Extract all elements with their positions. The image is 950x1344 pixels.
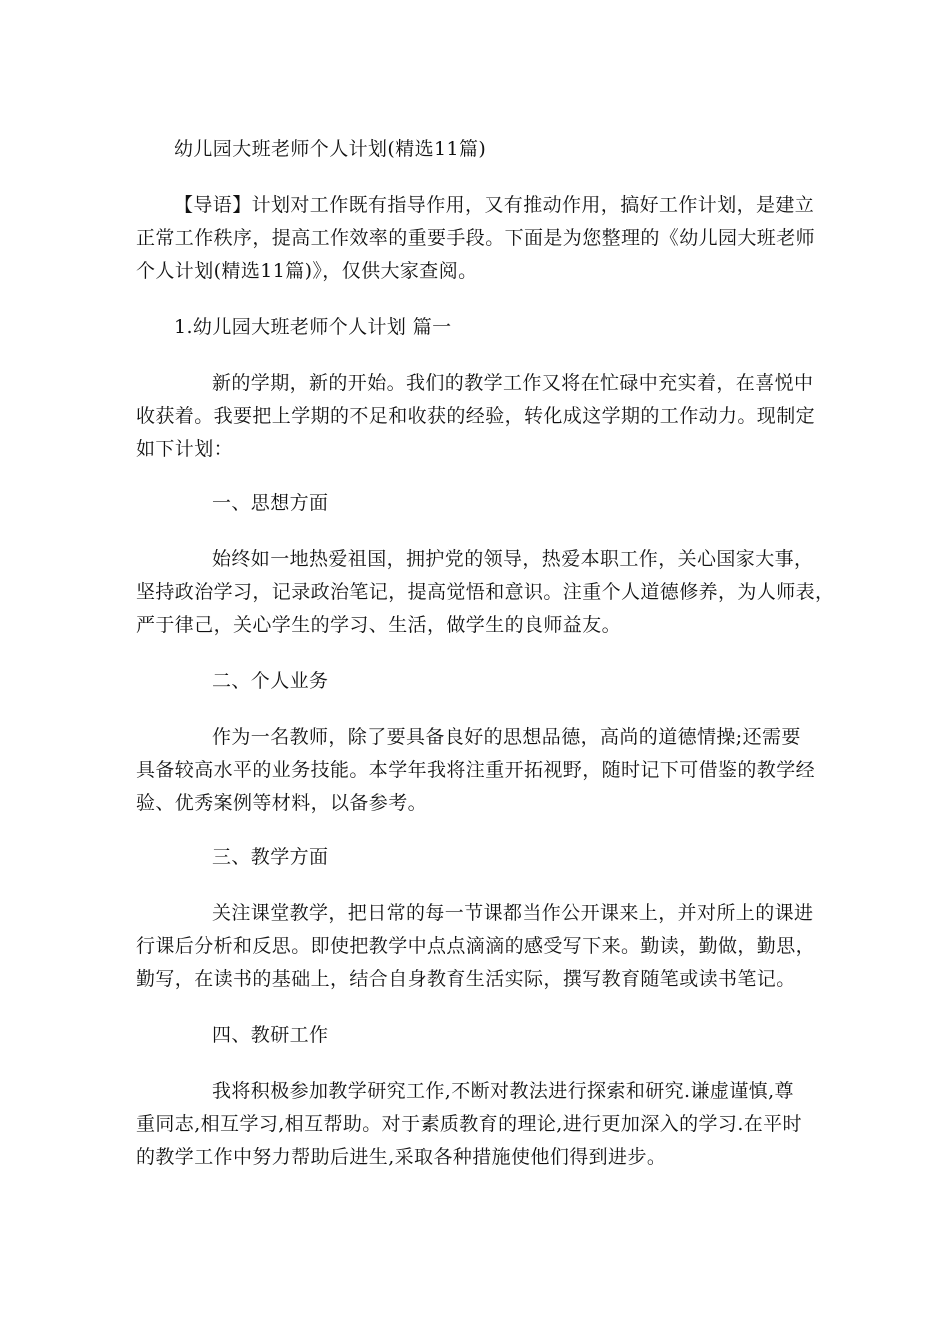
intro-line: 正常工作秩序，提高工作效率的重要手段。下面是为您整理的《幼儿园大班老师	[136, 227, 816, 249]
paragraph-line: 始终如一地热爱祖国，拥护党的领导，热爱本职工作，关心国家大事，	[212, 548, 814, 570]
paragraph-line: 收获着。我要把上学期的不足和收获的经验，转化成这学期的工作动力。现制定	[136, 405, 816, 427]
paragraph-line: 行课后分析和反思。即使把教学中点点滴滴的感受写下来。勤读，勤做，勤思，	[136, 935, 816, 957]
paragraph-line: 新的学期，新的开始。我们的教学工作又将在忙碌中充实着，在喜悦中	[212, 372, 814, 394]
paragraph-line: 我将积极参加教学研究工作,不断对教法进行探索和研究.谦虚谨慎,尊	[212, 1080, 794, 1102]
part-heading-research: 四、教研工作	[212, 1024, 329, 1046]
document-title: 幼儿园大班老师个人计划(精选11篇)	[174, 138, 487, 160]
intro-line: 【导语】计划对工作既有指导作用，又有推动作用，搞好工作计划，是建立	[174, 194, 815, 216]
part-heading-thought: 一、思想方面	[212, 492, 329, 514]
paragraph-line: 重同志,相互学习,相互帮助。对于素质教育的理论,进行更加深入的学习.在平时	[136, 1113, 802, 1135]
part-heading-teaching: 三、教学方面	[212, 846, 329, 868]
paragraph-line: 关注课堂教学，把日常的每一节课都当作公开课来上，并对所上的课进	[212, 902, 814, 924]
paragraph-line: 具备较高水平的业务技能。本学年我将注重开拓视野，随时记下可借鉴的教学经	[136, 759, 816, 781]
paragraph-line: 作为一名教师，除了要具备良好的思想品德，高尚的道德情操;还需要	[212, 726, 801, 748]
paragraph-line: 勤写，在读书的基础上，结合自身教育生活实际，撰写教育随笔或读书笔记。	[136, 968, 796, 990]
intro-line: 个人计划(精选11篇)》，仅供大家查阅。	[136, 260, 478, 282]
section-heading: 1.幼儿园大班老师个人计划 篇一	[174, 316, 452, 338]
part-heading-business: 二、个人业务	[212, 670, 329, 692]
paragraph-line: 如下计划：	[136, 438, 234, 460]
paragraph-line: 严于律己，关心学生的学习、生活，做学生的良师益友。	[136, 614, 622, 636]
paragraph-line: 坚持政治学习，记录政治笔记，提高觉悟和意识。注重个人道德修养，为人师表，	[136, 581, 835, 603]
paragraph-line: 验、优秀案例等材料，以备参考。	[136, 792, 428, 814]
paragraph-line: 的教学工作中努力帮助后进生,采取各种措施使他们得到进步。	[136, 1146, 667, 1168]
